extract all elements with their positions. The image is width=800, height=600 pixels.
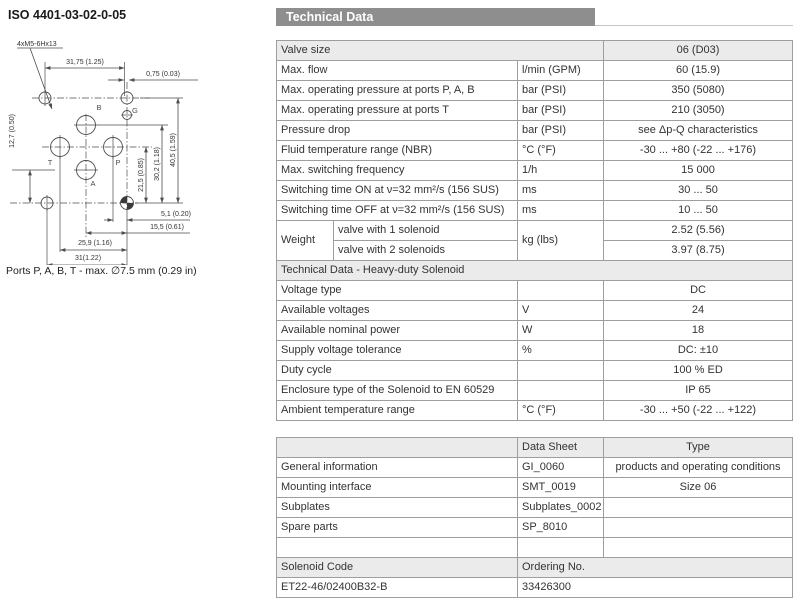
table-row-nominal-power (277, 321, 793, 341)
cell-value: DC: ±10 (604, 341, 793, 361)
cell-value: DC (604, 281, 793, 301)
cell-type: Size 06 (604, 478, 793, 498)
cell-empty (604, 538, 793, 558)
cell-value: 210 (3050) (604, 101, 793, 121)
drawing-title: ISO 4401-03-02-0-05 (8, 8, 127, 22)
cell-label: Duty cycle (277, 361, 518, 381)
port-p-label: P (115, 158, 121, 167)
cell-header-type: Type (604, 438, 793, 458)
dim-right-p-label: 21,5 (0.85) (138, 158, 145, 192)
cell-type (604, 518, 793, 538)
cell-label: Max. switching frequency (277, 161, 518, 181)
cell-unit: ms (518, 181, 604, 201)
dim-top-offset-label: 0,75 (0.03) (146, 71, 180, 78)
dim-bottom-ab-label: 15,5 (0.61) (150, 224, 184, 231)
cell-label: Mounting interface (277, 478, 518, 498)
dim-left-label: 12,7 (0.50) (9, 114, 16, 148)
cell-unit: bar (PSI) (518, 81, 604, 101)
cell-type: products and operating conditions (604, 458, 793, 478)
table-row-general-information (277, 458, 793, 478)
cell-sub-label: valve with 2 solenoids (334, 241, 518, 261)
table-row-solenoid-code (277, 578, 793, 598)
cell-unit (518, 381, 604, 401)
documents-table (276, 437, 793, 598)
cell-label: Switching time OFF at ν=32 mm²/s (156 SUS) (277, 201, 518, 221)
cell-sheet: SP_8010 (518, 518, 604, 538)
cell-value: 3.97 (8.75) (604, 241, 793, 261)
cell-unit: V (518, 301, 604, 321)
technical-data-table (276, 40, 793, 421)
cell-empty (277, 538, 518, 558)
cell-value: 06 (D03) (604, 41, 793, 61)
cell-unit: l/min (GPM) (518, 61, 604, 81)
cell-label: Voltage type (277, 281, 518, 301)
ports-caption: Ports P, A, B, T - max. ∅7.5 mm (0.29 in) (6, 265, 197, 277)
cell-value: 2.52 (5.56) (604, 221, 793, 241)
table-row-mounting-interface (277, 478, 793, 498)
cell-unit: bar (PSI) (518, 101, 604, 121)
cell-section-title: Technical Data - Heavy-duty Solenoid (277, 261, 793, 281)
cell-sub-label: valve with 1 solenoid (334, 221, 518, 241)
table-row-enclosure-type (277, 381, 793, 401)
table-row-available-voltages (277, 301, 793, 321)
cell-unit: °C (°F) (518, 141, 604, 161)
cell-unit: 1/h (518, 161, 604, 181)
table-row-pressure-pab (277, 81, 793, 101)
cell-unit: % (518, 341, 604, 361)
cell-unit (518, 281, 604, 301)
cell-value: 15 000 (604, 161, 793, 181)
cell-label: Switching time ON at ν=32 mm²/s (156 SUS) (277, 181, 518, 201)
dim-bottom-total-label: 31(1.22) (74, 255, 102, 262)
cell-value: 60 (15.9) (604, 61, 793, 81)
thread-callout-label: 4xM5-6Hx13 (17, 41, 57, 48)
cell-sheet: Subplates_0002 (518, 498, 604, 518)
cell-unit: ms (518, 201, 604, 221)
cell-label: Enclosure type of the Solenoid to EN 60529 (277, 381, 518, 401)
cell-value: -30 ... +80 (-22 ... +176) (604, 141, 793, 161)
port-t-label: T (47, 158, 53, 167)
port-a-label: A (90, 179, 96, 188)
table-row-subplates (277, 498, 793, 518)
dim-right-total-label: 40,5 (1.59) (170, 133, 177, 167)
cell-value: 100 % ED (604, 361, 793, 381)
cell-unit: bar (PSI) (518, 121, 604, 141)
cell-header-ordering-no: Ordering No. (518, 558, 793, 578)
table-row-weight-1 (277, 221, 793, 241)
cell-unit: W (518, 321, 604, 341)
solenoid-code-header-row (277, 558, 793, 578)
docs-header-row (277, 438, 793, 458)
cell-header-solenoid-code: Solenoid Code (277, 558, 518, 578)
section-title-bar (276, 8, 595, 26)
cell-label: Supply voltage tolerance (277, 341, 518, 361)
table-row-switching-off (277, 201, 793, 221)
table-row-spare-parts (277, 518, 793, 538)
mounting-interface-drawing (0, 30, 270, 265)
cell-label: Available voltages (277, 301, 518, 321)
cell-value: 18 (604, 321, 793, 341)
table-row-voltage-type (277, 281, 793, 301)
cell-solenoid-code: ET22-46/02400B32-B (277, 578, 518, 598)
cell-value: see Δp-Q characteristics (604, 121, 793, 141)
dim-bottom-t-label: 25,9 (1.16) (78, 240, 112, 247)
cell-value: 24 (604, 301, 793, 321)
cell-weight-label: Weight (277, 221, 334, 261)
cell-value: -30 ... +50 (-22 ... +122) (604, 401, 793, 421)
table-row-ambient-temp (277, 401, 793, 421)
table-row-valve-size (277, 41, 793, 61)
cell-label: Max. flow (277, 61, 518, 81)
cell-type (604, 498, 793, 518)
cell-empty (518, 538, 604, 558)
table-row-switching-on (277, 181, 793, 201)
cell-unit (518, 361, 604, 381)
table-row-duty-cycle (277, 361, 793, 381)
cell-sheet: SMT_0019 (518, 478, 604, 498)
cell-header-datasheet: Data Sheet (518, 438, 604, 458)
cell-label: Max. operating pressure at ports T (277, 101, 518, 121)
cell-label: Pressure drop (277, 121, 518, 141)
cell-ordering-no: 33426300 (518, 578, 793, 598)
table-row-empty (277, 538, 793, 558)
cell-empty (277, 438, 518, 458)
centerlines (10, 82, 152, 237)
cell-label: Ambient temperature range (277, 401, 518, 421)
table-row-fluid-temp (277, 141, 793, 161)
cell-label: General information (277, 458, 518, 478)
table-row-pressure-drop (277, 121, 793, 141)
port-g-label: G (132, 106, 138, 115)
cell-value: 30 ... 50 (604, 181, 793, 201)
cell-unit: °C (°F) (518, 401, 604, 421)
dim-right-b-label: 30,2 (1.18) (154, 147, 161, 181)
datum-fill-nw (121, 197, 128, 204)
cell-label: Subplates (277, 498, 518, 518)
table-row-pressure-t (277, 101, 793, 121)
table-row-max-flow (277, 61, 793, 81)
table-row-switching-frequency (277, 161, 793, 181)
datum-fill-se (127, 203, 134, 210)
dim-bottom-p-label: 5,1 (0.20) (161, 211, 191, 218)
cell-label: Valve size (277, 41, 604, 61)
port-b-label: B (96, 103, 102, 112)
cell-label: Spare parts (277, 518, 518, 538)
cell-value: IP 65 (604, 381, 793, 401)
cell-label: Available nominal power (277, 321, 518, 341)
table-section-header-solenoid (277, 261, 793, 281)
cell-label: Max. operating pressure at ports P, A, B (277, 81, 518, 101)
dim-top-width-label: 31,75 (1.25) (66, 59, 104, 66)
port-holes (51, 111, 132, 180)
section-title: Technical Data (286, 10, 374, 24)
cell-unit: kg (lbs) (518, 221, 604, 261)
cell-sheet: GI_0060 (518, 458, 604, 478)
cell-value: 350 (5080) (604, 81, 793, 101)
cell-value: 10 ... 50 (604, 201, 793, 221)
cell-label: Fluid temperature range (NBR) (277, 141, 518, 161)
table-row-voltage-tolerance (277, 341, 793, 361)
